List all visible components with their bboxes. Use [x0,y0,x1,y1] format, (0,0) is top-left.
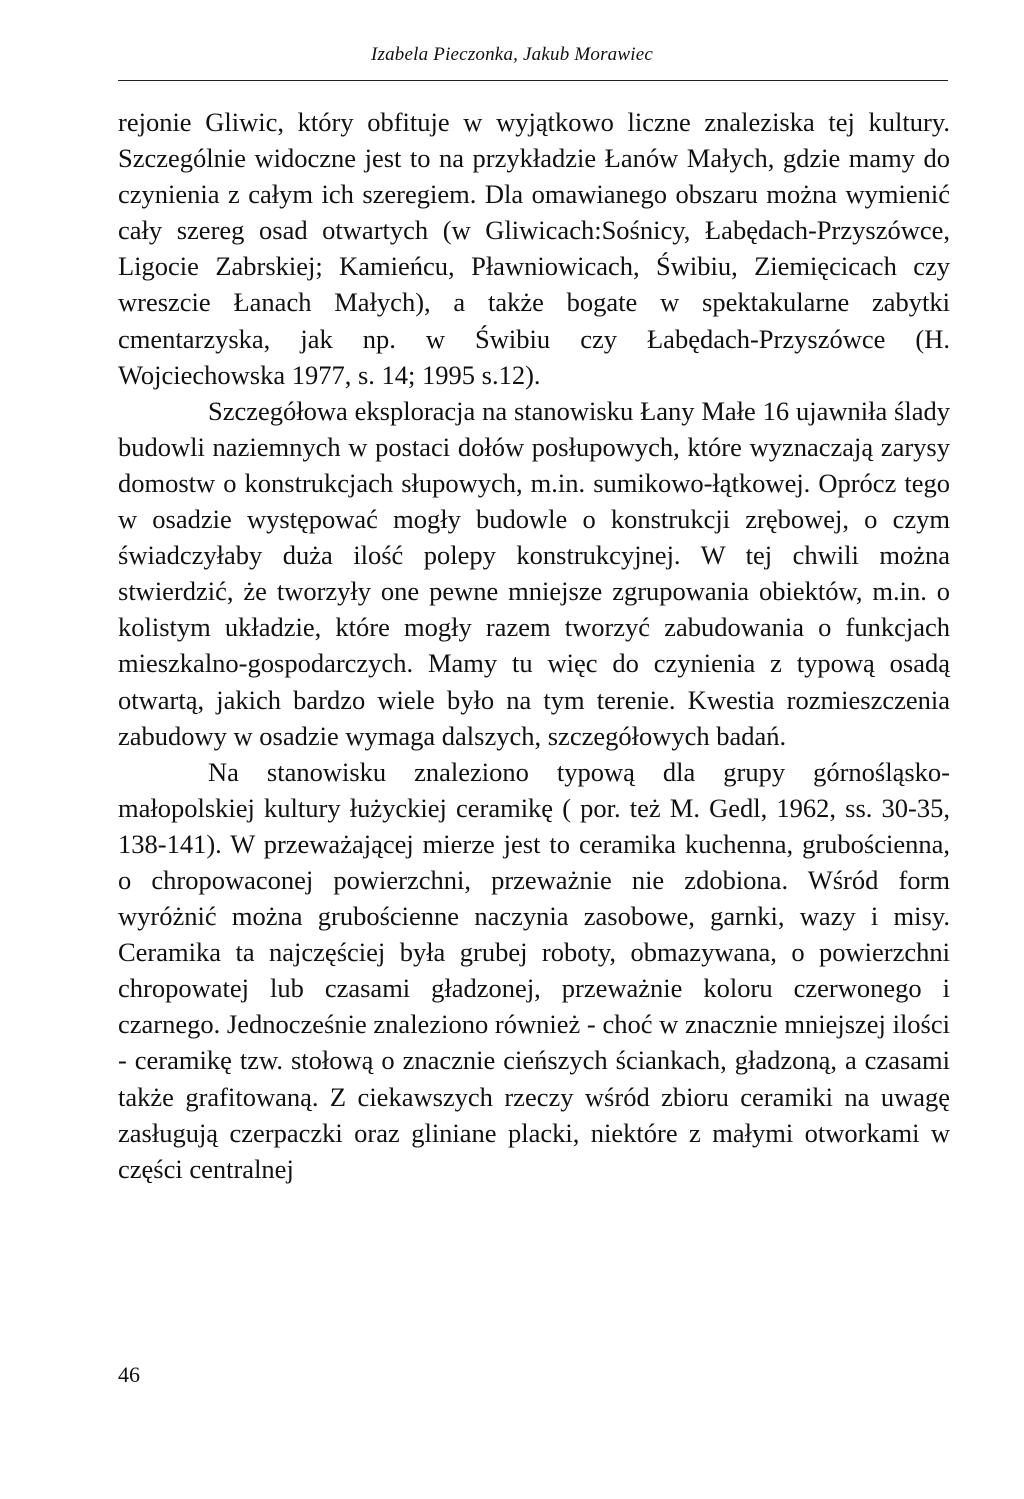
paragraph-ceramics: Na stanowisku znaleziono typową dla grupy górnośląsko-małopolskiej kultury łużyckiej ceramikę ( por. też M. Gedl, 1962, ss. 30-35, 138-141). W przeważającej mierze jest to ceramika kuchenna, grubościenna, o chropowaconej powierzchni, przeważnie nie zdobiona. Wśród form wyróżnić można grubościenne naczynia zasobowe, garnki, wazy i misy. Ceramika ta najczęściej była grubej roboty, obmazywana, o powierzchni chropowatej lub czasami gładzonej, przeważnie koloru czerwonego i czarnego. Jednocześnie znaleziono również - choć w znacznie mniejszej ilości - ceramikę tzw. stołową o znacznie cieńszych ściankach, gładzoną, a czasami także grafitowaną. Z ciekawszych rzeczy wśród zbioru ceramiki na uwagę zasługują czerpaczki oraz gliniane placki, niektóre z małymi otworkami w części centralnej [118,756,950,1184]
header-divider [118,80,948,81]
paragraph-exploration: Szczegółowa eksploracja na stanowisku Łany Małe 16 ujawniła ślady budowli naziemnych w postaci dołów posłupowych, które wyznaczają zarysy domostw o konstrukcjach słupowych, m.in. sumikowo-łątkowej. Oprócz tego w osadzie występować mogły budowle o konstrukcji zrębowej, o czym świadczyłaby duża ilość polepy konstrukcyjnej. W tej chwili można stwierdzić, że tworzyły one pewne mniejsze zgrupowania obiektów, m.in. o kolistym układzie, które mogły razem tworzyć zabudowania o funkcjach mieszkalno-gospodarczych. Mamy tu więc do czynienia z typową osadą otwartą, jakich bardzo wiele było na tym terenie. Kwestia rozmieszczenia zabudowy w osadzie wymaga dalszych, szczegółowych badań. [118,395,950,751]
body-text [118,104,950,1187]
running-header: Izabela Pieczonka, Jakub Morawiec [370,44,654,65]
paragraph-continued: rejonie Gliwic, który obfituje w wyjątkowo liczne znaleziska tej kultury. Szczególnie widoczne jest to na przykładzie Łanów Małych, gdzie mamy do czynienia z całym ich szeregiem. Dla omawianego obszaru można wymienić cały szereg osad otwartych (w Gliwicach:Sośnicy, Łabędach-Przyszówce, Ligocie Zabrskiej; Kamieńcu, Pławniowicach, Świbiu, Ziemięcicach czy wreszcie Łanach Małych), a także bogate w spektakularne zabytki cmentarzyska, jak np. w Świbiu czy Łabędach-Przyszówce (H. Wojciechowska 1977, s. 14; 1995 s.12). [118,107,950,390]
page-number: 46 [118,1362,140,1387]
